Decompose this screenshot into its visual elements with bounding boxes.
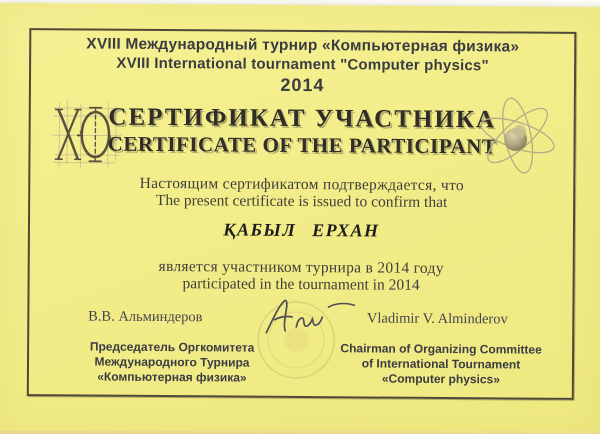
- role-ru-line3: «Компьютерная физика»: [97, 369, 247, 385]
- signatory-name-ru: В.В. Альминдеров: [88, 308, 203, 326]
- signatory-role-en: [316, 341, 566, 388]
- tournament-title-en: XVIII International tournament "Computer physics": [116, 54, 489, 75]
- tournament-title-ru: XVIII Международный турнир «Компьютерная физика»: [86, 35, 520, 56]
- certificate-heading-ru: СЕРТИФИКАТ УЧАСТНИКА: [108, 103, 497, 134]
- role-ru-line2: Международного Турнира: [94, 354, 250, 370]
- participant-name: ҚАБЫЛ ЕРХАН: [223, 219, 380, 241]
- role-en-line2: of International Tournament: [361, 356, 521, 372]
- certificate-content: [27, 28, 577, 400]
- role-ru-line1: Председатель Оргкомитета: [89, 339, 255, 355]
- signatory-role-ru: [47, 339, 297, 386]
- statement-ru: Настоящим сертификатом подтверждается, что: [139, 174, 464, 195]
- participation-ru: является участником турнира в 2014 году: [158, 257, 444, 277]
- role-en-line1: Chairman of Organizing Committee: [340, 341, 542, 357]
- tournament-year: 2014: [280, 74, 325, 96]
- certificate-heading-en: CERTIFICATE OF THE PARTICIPANT: [107, 131, 497, 159]
- role-en-line3: «Computer physics»: [381, 371, 500, 387]
- statement-en: The present certificate is issued to confirm that: [155, 191, 448, 212]
- signatory-name-en: Vladimir V. Alminderov: [366, 310, 508, 328]
- certificate-paper: [0, 3, 600, 434]
- participation-en: participated in the tournament in 2014: [182, 275, 420, 294]
- atom-icon: [475, 93, 560, 178]
